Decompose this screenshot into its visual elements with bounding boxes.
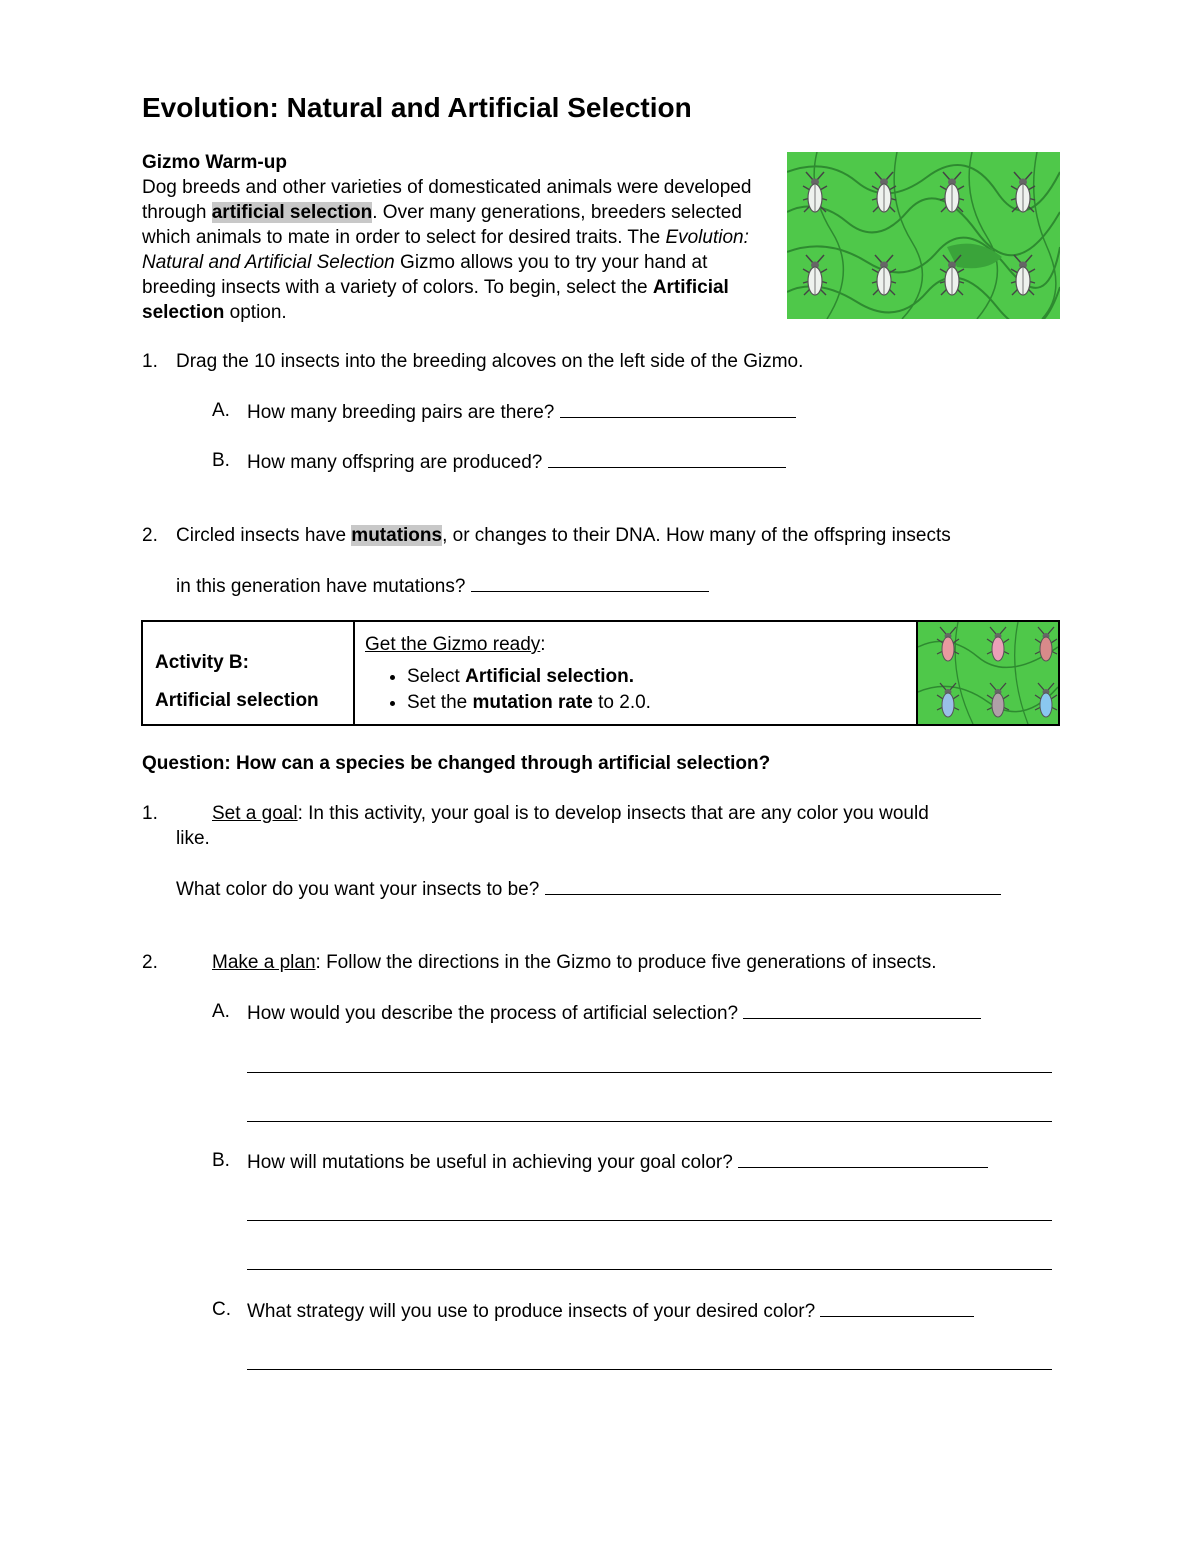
activity-image-cell [917,621,1059,725]
s1-line-1 [212,802,929,826]
q2-number: 2. [142,525,158,546]
q2-line-2 [176,573,709,599]
q2-text-2: , or changes to their DNA. How many of the offspring insects [442,525,951,546]
warmup-heading: Gizmo Warm-up [142,152,287,173]
q2-line-1 [176,524,951,548]
q1-number: 1. [142,351,158,372]
s1-prompt: What color do you want your insects to be? [176,879,540,900]
q1a-text: How many breeding pairs are there? [247,402,555,423]
activity-label-cell [142,621,354,725]
q2-text-3: in this generation have mutations? [176,576,466,597]
page-title: Evolution: Natural and Artificial Selection [142,92,692,123]
q1a-row [247,399,796,425]
s2b-answer-line-2[interactable] [247,1269,1052,1270]
s2b-label: B. [212,1150,230,1171]
activity-label-1: Activity B: [155,652,249,673]
warmup-text-2: . Over many generations, breeders selected which animals to mate in order to select for desired traits. The [142,202,742,248]
gizmo-name: Evolution: Natural and Artificial Selection [142,227,749,273]
insect-gizmo-image [787,152,1060,319]
setup-item-2: • Set the mutation rate to 2.0. [407,690,916,716]
q2-text-1: Circled insects have [176,525,352,546]
make-plan-label: Make a plan [212,952,316,973]
q1a-label: A. [212,400,230,421]
s2-line [212,951,937,975]
q2-answer-blank[interactable] [471,573,709,592]
setup-item-1: • Select Artificial selection. [407,664,916,690]
warmup-text-1: Dog breeds and other varieties of domesticated animals were developed through [142,177,752,223]
s2a-row [247,1000,981,1026]
colored-insects-image [918,622,1058,724]
s2a-answer-line-2[interactable] [247,1121,1052,1122]
set-goal-label: Set a goal [212,803,298,824]
s2c-answer-blank[interactable] [820,1298,974,1317]
color-answer-blank[interactable] [545,876,1001,895]
s2a-answer-blank[interactable] [743,1000,981,1019]
warmup-text-3: Gizmo allows you to try your hand at breeding insects with a variety of colors. To begin, select the [142,252,708,298]
s2-number: 2. [142,952,158,973]
setup-list [365,664,916,716]
s2c-text: What strategy will you use to produce insects of your desired color? [247,1301,816,1322]
s2b-text: How will mutations be useful in achieving your goal color? [247,1152,733,1173]
s2b-row [247,1149,988,1175]
s2-text: : Follow the directions in the Gizmo to produce five generations of insects. [315,952,937,973]
q1b-label: B. [212,450,230,471]
term-mutations: mutations [351,525,443,546]
q1b-row [247,449,786,475]
term-artificial-selection: artificial selection [211,202,373,223]
s1-text-1: : In this activity, your goal is to develop insects that are any color you would [297,803,929,824]
s2c-label: C. [212,1299,231,1320]
s2a-label: A. [212,1001,230,1022]
gizmo-ready-colon: : [540,634,546,655]
s2a-answer-line-1[interactable] [247,1072,1052,1073]
warmup-paragraph [142,150,762,325]
activity-label-2: Artificial selection [155,690,319,711]
s2b-answer-blank[interactable] [738,1149,988,1168]
main-question: Question: How can a species be changed through artificial selection? [142,753,771,774]
s2b-answer-line-1[interactable] [247,1220,1052,1221]
gizmo-ready-cell [354,621,917,725]
q1b-text: How many offspring are produced? [247,452,543,473]
q1b-answer-blank[interactable] [548,449,786,468]
activity-table [141,620,1060,726]
warmup-text-4: option. [224,302,287,323]
s2a-text: How would you describe the process of artificial selection? [247,1003,739,1024]
s1-number: 1. [142,803,158,824]
gizmo-ready-heading: Get the Gizmo ready [365,634,541,655]
s2c-row [247,1298,974,1324]
q1a-answer-blank[interactable] [560,399,796,418]
s1-text-2: like. [176,828,210,849]
s1-prompt-row [176,876,1001,902]
warmup-option: Artificial selection [142,277,729,323]
s2c-answer-line-1[interactable] [247,1369,1052,1370]
q1-text: Drag the 10 insects into the breeding alcoves on the left side of the Gizmo. [176,351,804,372]
